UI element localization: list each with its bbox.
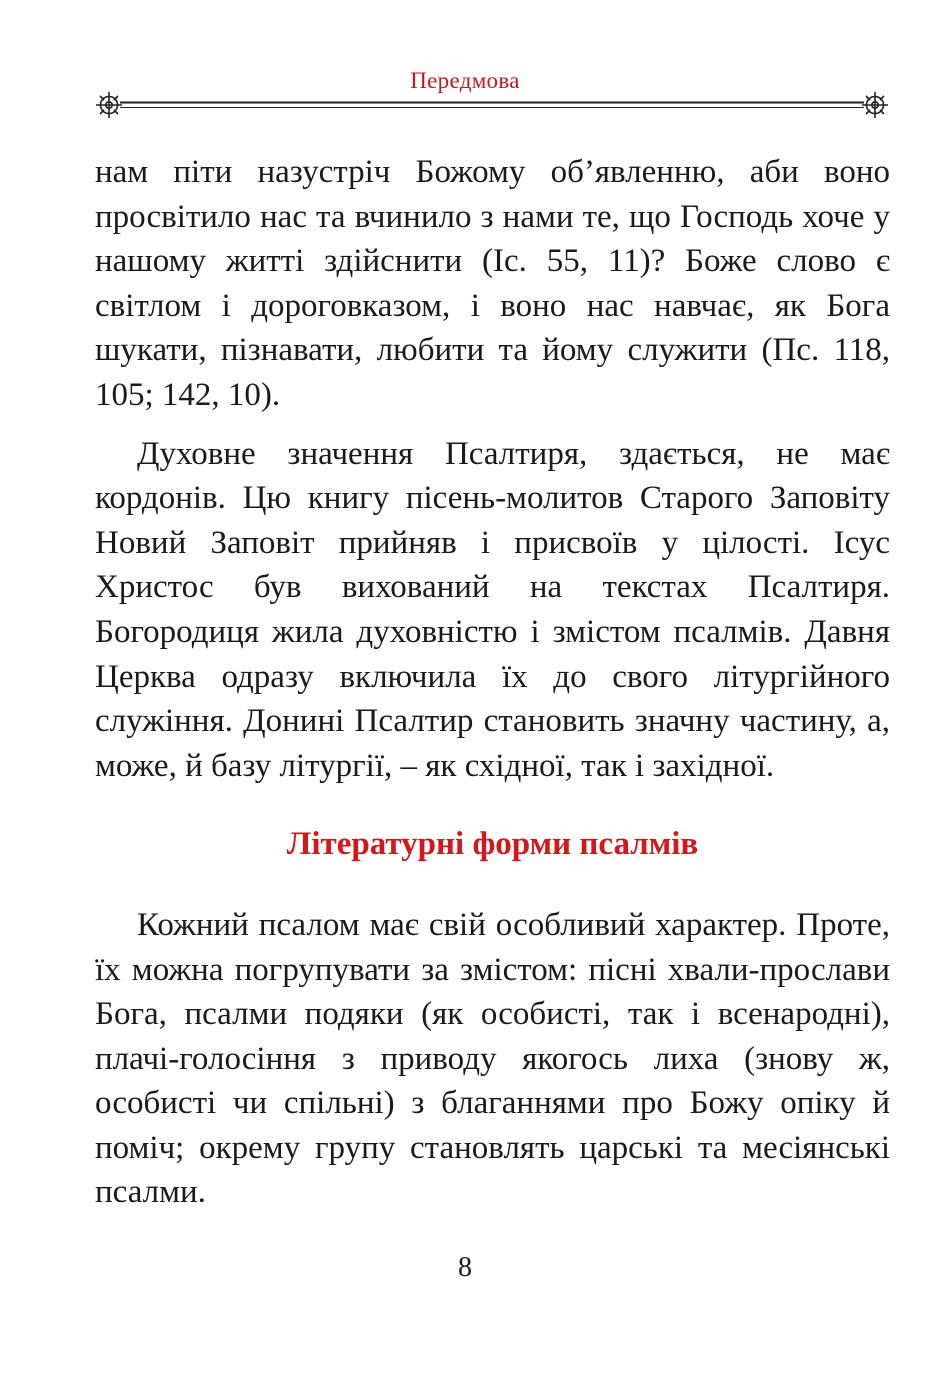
body-text [95, 150, 890, 1215]
running-head-title: Передмова [410, 68, 520, 93]
paragraph-2: Духовне значення Псалтиря, здається, не має кордонів. Цю книгу пісень-молитов Старого Заповіту Новий Заповіт прийняв і присвоїв у цілості. Ісус Христос був вихований на текстах Псалтиря. Богородиця жила духовністю і змістом псалмів. Давня Церква одразу включила їх до свого літургійного служіння. Донині Псалтир становить значну частину, а, може, й базу літургії, – як східної, так і західної. [95, 435, 890, 784]
section-heading: Літературні форми псалмів [286, 826, 699, 863]
page-number: 8 [458, 1252, 472, 1283]
ornament-left-icon [96, 92, 122, 118]
decorative-rule [94, 90, 890, 120]
ornament-right-icon [862, 92, 888, 118]
paragraph-1: нам піти назустріч Божому об’явленню, аби воно просвітило нас та вчинило з нами те, що Господь хоче у нашому житті здійснити (Іс. 55, 11)? Боже слово є світлом і дороговказом, і воно нас навчає, як Бога шукати, пізнавати, любити та йому служити (Пс. 118, 105; 142, 10). [95, 154, 890, 413]
paragraph-3: Кожний псалом має свій особливий характер. Проте, їх можна погрупувати за змістом: пісні хвали-прослави Бога, псалми подяки (як особисті, так і всенародні), плачі-голосіння з приводу якогось лиха (знову ж, особисті чи спільні) з благаннями про Божу опіку й поміч; окрему групу становлять царські та месіянські псалми. [95, 906, 890, 1211]
